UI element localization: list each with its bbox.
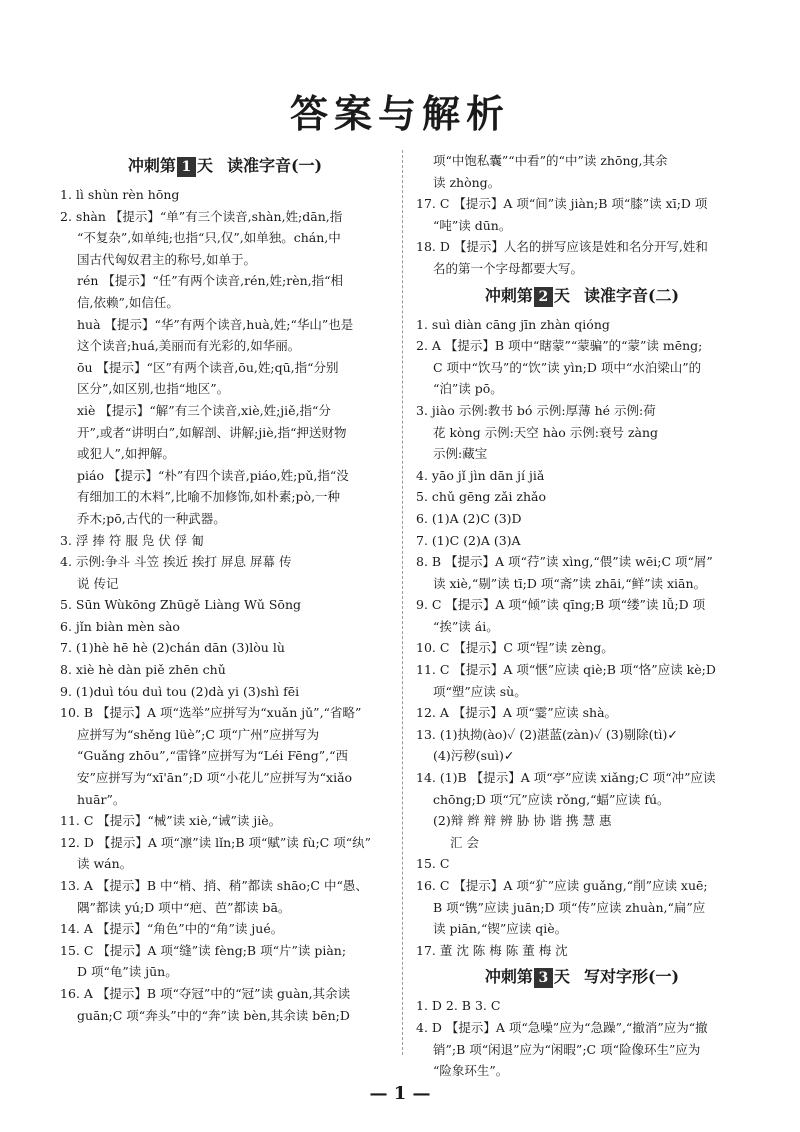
section-topic: 写对字形(一) (583, 967, 680, 987)
day-number-badge: 2 (534, 287, 553, 307)
answer-list (416, 150, 748, 280)
answer-line: 区分”,如区别,也指“地区”。 (77, 381, 230, 397)
answer-line: (2)辩 辫 辩 辨 胁 协 谐 携 慧 惠 (433, 813, 612, 829)
answer-line: 1. suì diàn cāng jīn zhàn qióng (416, 316, 610, 332)
answer-line: chōng;D 项“冗”应读 rǒng,“蝠”应读 fú。 (433, 791, 670, 807)
answer-line: 5. Sūn Wùkōng Zhūgě Liàng Wǔ Sōng (60, 597, 302, 613)
answer-line: 有细加工的木料”,比喻不加修饰,如朴素;pò,一种 (77, 489, 341, 505)
answer-line: B 项“镌”应读 juān;D 项“传”应读 zhuàn,“扁”应 (433, 899, 706, 915)
answer-line: 8. B 【提示】A 项“荇”读 xìng,“偎”读 wēi;C 项“屑” (416, 554, 713, 570)
section-prefix: 冲刺第 (484, 285, 533, 305)
answer-line: “Guǎng zhōu”,“雷锋”应拼写为“Léi Fēng”,“西 (77, 748, 349, 764)
answer-line: 9. C 【提示】A 项“倾”读 qīng;B 项“缕”读 lǚ;D 项 (416, 597, 706, 613)
section-header-day-1 (60, 154, 390, 178)
section-header-day-2 (416, 284, 748, 308)
answer-line: 销”;B 项“闲退”应为“闲暇”;C 项“险像环生”应为 (433, 1041, 701, 1057)
answer-line: 乔木;pō,古代的一种武器。 (77, 510, 226, 526)
answer-line: 10. B 【提示】A 项“选举”应拼写为“xuǎn jǔ”,“省略” (60, 705, 362, 721)
answer-line: 示例:藏宝 (433, 446, 488, 462)
answer-line: 12. A 【提示】A 项“霎”应读 shà。 (416, 705, 618, 721)
section-topic: 读准字音(二) (583, 285, 680, 305)
answer-line: 14. (1)B 【提示】A 项“亭”应读 xiǎng;C 项“冲”应读 (416, 770, 716, 786)
section-prefix: 冲刺第 (127, 156, 176, 175)
answer-line: 13. A 【提示】B 中“梢、捎、稍”都读 shāo;C 中“愚、 (60, 878, 368, 893)
answer-line: 汇 会 (450, 834, 479, 850)
day-number-badge: 3 (534, 968, 553, 988)
answer-line: guān;C 项“奔头”中的“奔”读 bèn,其余读 bēn;D (77, 1007, 350, 1023)
answer-line: xiè 【提示】“解”有三个读音,xiè,姓;jiě,指“分 (77, 402, 331, 418)
answer-line: rén 【提示】“任”有两个读音,rén,姓;rèn,指“相 (77, 273, 344, 289)
answer-line: huār”。 (77, 791, 126, 807)
answer-line: 读 zhòng。 (433, 174, 501, 190)
answer-line: 项“中饱私囊”“中看”的“中”读 zhōng,其余 (433, 153, 668, 168)
answer-list (60, 184, 390, 1026)
answer-line: “吨”读 dūn。 (433, 217, 512, 233)
answer-line: 项“塑”应读 sù。 (433, 683, 527, 699)
answer-line: 1. D 2. B 3. C (416, 998, 501, 1014)
answer-line: “泊”读 pō。 (433, 381, 503, 397)
answer-line: 花 kòng 示例:天空 hào 示例:衰号 zàng (433, 424, 659, 440)
answer-line: huà 【提示】“华”有两个读音,huà,姓;“华山”也是 (77, 316, 354, 332)
answer-line: “挨”读 ái。 (433, 618, 499, 634)
answer-line: 2. shàn 【提示】“单”有三个读音,shàn,姓;dān,指 (60, 208, 343, 224)
answer-line: 11. C 【提示】“械”读 xiè,“诫”读 jiè。 (60, 813, 282, 829)
answer-line: 9. (1)duì tóu duì tou (2)dà yi (3)shì fēi (60, 683, 300, 699)
answer-line: 3. 浮 捧 符 服 凫 伏 俘 匍 (60, 532, 204, 548)
answer-line: 1. lì shùn rèn hōng (60, 187, 180, 202)
answer-line: 或犯人”,如押解。 (77, 446, 175, 462)
page-number: — 1 — (369, 1083, 431, 1104)
answer-line: 13. (1)执拗(ào)✓ (2)湛蓝(zàn)✓ (3)剔除(tì)✓ (416, 726, 678, 742)
left-column (60, 150, 390, 1026)
answer-line: 国古代匈奴君主的称号,如单于。 (77, 251, 256, 267)
answer-line: 2. A 【提示】B 项中“瞎蒙”“蒙骗”的“蒙”读 mēng; (416, 338, 703, 354)
answer-line: 开”,或者“讲明白”,如解剖、讲解;jiè,指“押送财物 (77, 424, 347, 440)
answer-line: 15. C 【提示】A 项“缝”读 fèng;B 项“片”读 piàn; (60, 942, 347, 958)
answer-line: “险象环生”。 (433, 1063, 509, 1079)
answer-line: 3. jiào 示例:教书 bó 示例:厚薄 hé 示例:荷 (416, 402, 656, 418)
answer-line: 17. 董 沈 陈 梅 陈 董 梅 沈 (416, 942, 568, 958)
answer-line: piáo 【提示】“朴”有四个读音,piáo,姓;pǔ,指“没 (77, 467, 349, 483)
day-number-badge: 1 (177, 157, 196, 177)
answer-line: 读 piān,“锲”应读 qiè。 (433, 921, 568, 937)
answer-line: 10. C 【提示】C 项“锃”读 zèng。 (416, 640, 614, 656)
answer-line: 信,依赖”,如信任。 (77, 294, 179, 310)
answer-line: 4. D 【提示】A 项“急噪”应为“急躁”,“撤消”应为“撤 (416, 1019, 708, 1035)
answer-line: 16. C 【提示】A 项“犷”应读 guǎng,“削”应读 xuē; (416, 878, 708, 893)
answer-line: 7. (1)hè hē hè (2)chán dān (3)lòu lù (60, 640, 285, 656)
answer-line: 8. xiè hè dàn piě zhēn chǔ (60, 662, 226, 678)
answer-line: 17. C 【提示】A 项“间”读 jiàn;B 项“膝”读 xī;D 项 (416, 196, 708, 212)
right-column (416, 150, 748, 1082)
answer-line: 安”应拼写为“xī'ān”;D 项“小花儿”应拼写为“xiǎo (77, 770, 353, 786)
answer-line: 说 传记 (77, 575, 119, 591)
section-prefix: 冲刺第 (484, 967, 533, 987)
answer-line: C 项中“饮马”的“饮”读 yìn;D 项中“水泊梁山”的 (433, 359, 702, 375)
answer-line: 6. jǐn biàn mèn sào (60, 618, 180, 634)
answer-line: 18. D 【提示】人名的拼写应该是姓和名分开写,姓和 (416, 239, 708, 255)
answer-line: 15. C (416, 856, 450, 872)
answer-line: 11. C 【提示】A 项“惬”应读 qiè;B 项“恪”应读 kè;D (416, 662, 716, 678)
answer-line: D 项“龟”读 jūn。 (77, 964, 178, 980)
answer-line: 14. A 【提示】“角色”中的“角”读 jué。 (60, 921, 284, 937)
section-topic: 读准字音(一) (226, 156, 323, 175)
answer-list (416, 314, 748, 962)
column-divider (402, 150, 403, 1055)
answer-line: 读 xiè,“剔”读 tī;D 项“斋”读 zhāi,“鲜”读 xiān。 (433, 575, 706, 591)
answer-line: 12. D 【提示】A 项“凛”读 lǐn;B 项“赋”读 fù;C 项“纨” (60, 834, 371, 850)
answer-line: 名的第一个字母都要大写。 (433, 260, 584, 276)
answer-line: 16. A 【提示】B 项“夺冠”中的“冠”读 guàn,其余读 (60, 985, 351, 1001)
answer-line: 读 wán。 (77, 856, 133, 872)
answer-line: 5. chǔ gēng zǎi zhǎo (416, 489, 547, 505)
answer-line: 4. yāo jǐ jìn dān jí jiǎ (416, 467, 545, 483)
section-suffix: 天 (196, 156, 213, 175)
page-title: 答案与解析 (289, 91, 510, 136)
section-header-day-3 (416, 965, 748, 989)
answer-line: (4)污秽(suì)✓ (433, 748, 515, 764)
answer-line: 这个读音;huá,美丽而有光彩的,如华丽。 (77, 338, 301, 354)
answer-line: ōu 【提示】“区”有两个读音,ōu,姓;qū,指“分别 (77, 359, 339, 375)
section-suffix: 天 (553, 285, 570, 305)
answer-line: 6. (1)A (2)C (3)D (416, 510, 522, 526)
answer-line: 7. (1)C (2)A (3)A (416, 532, 521, 548)
answer-line: 应拼写为“shěng lüè”;C 项“广州”应拼写为 (77, 726, 320, 742)
answer-line: 4. 示例:争斗 斗笠 挨近 挨打 屏息 屏幕 传 (60, 554, 292, 570)
answer-line: “不复杂”,如单纯;也指“只,仅”,如单独。chán,中 (77, 230, 341, 246)
section-suffix: 天 (553, 967, 570, 987)
answer-list (416, 995, 748, 1081)
answer-line: 隅”都读 yú;D 项中“疤、芭”都读 bā。 (77, 899, 291, 915)
